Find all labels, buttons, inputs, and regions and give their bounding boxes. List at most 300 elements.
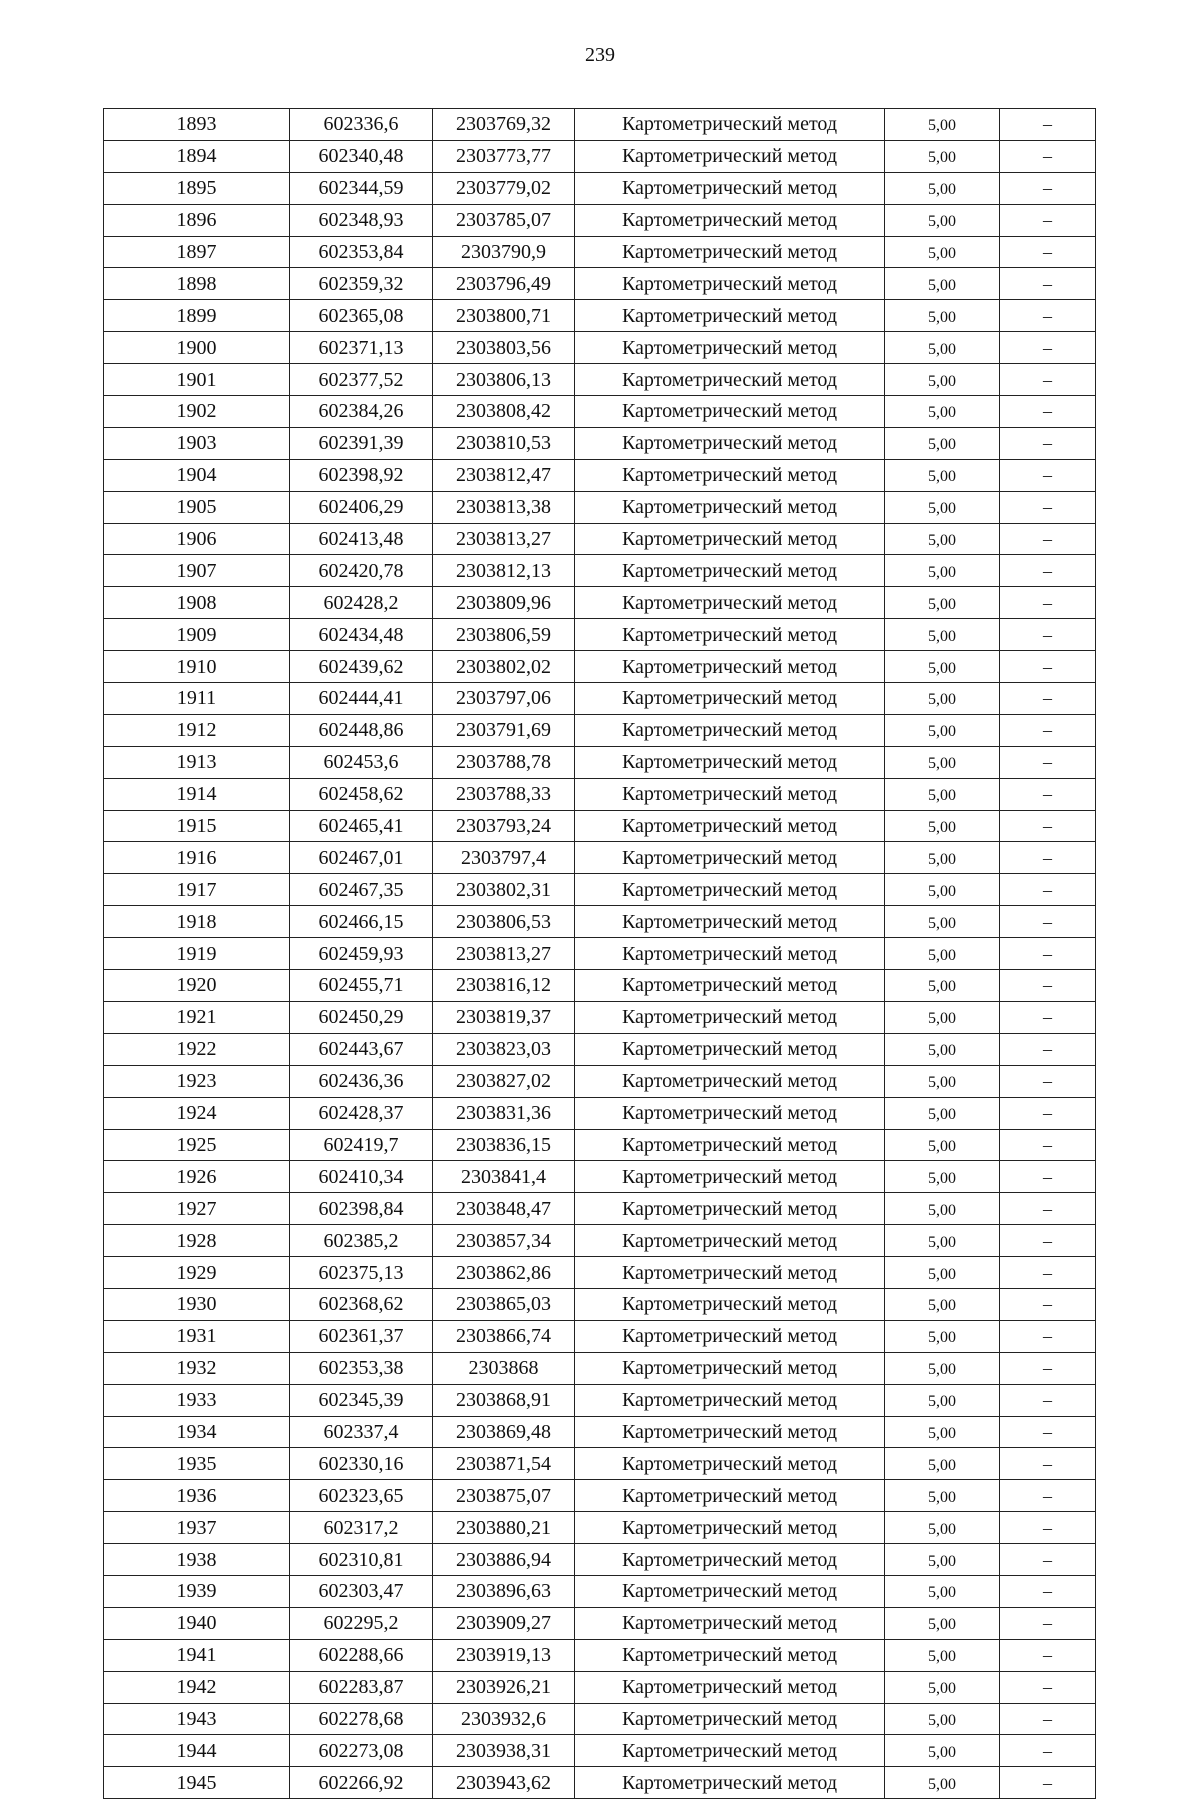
method-cell: Картометрический метод	[575, 1671, 885, 1703]
accuracy-cell: 5,00	[885, 1257, 1000, 1289]
description-cell: –	[1000, 459, 1096, 491]
description-cell: –	[1000, 619, 1096, 651]
description-cell: –	[1000, 364, 1096, 396]
y-coordinate-cell: 2303793,24	[433, 810, 575, 842]
accuracy-cell: 5,00	[885, 140, 1000, 172]
description-cell: –	[1000, 427, 1096, 459]
x-coordinate-cell: 602467,01	[290, 842, 433, 874]
point-number-cell: 1940	[104, 1607, 290, 1639]
method-cell: Картометрический метод	[575, 364, 885, 396]
accuracy-cell: 5,00	[885, 1288, 1000, 1320]
y-coordinate-cell: 2303816,12	[433, 970, 575, 1002]
description-cell: –	[1000, 1033, 1096, 1065]
accuracy-cell: 5,00	[885, 491, 1000, 523]
description-cell: –	[1000, 842, 1096, 874]
page-number: 239	[585, 44, 615, 66]
method-cell: Картометрический метод	[575, 906, 885, 938]
table-row	[104, 778, 1096, 810]
description-cell: –	[1000, 1544, 1096, 1576]
description-cell: –	[1000, 1129, 1096, 1161]
table-row	[104, 300, 1096, 332]
table-row	[104, 714, 1096, 746]
accuracy-cell: 5,00	[885, 1480, 1000, 1512]
point-number-cell: 1931	[104, 1320, 290, 1352]
accuracy-cell: 5,00	[885, 109, 1000, 141]
x-coordinate-cell: 602448,86	[290, 714, 433, 746]
x-coordinate-cell: 602453,6	[290, 746, 433, 778]
accuracy-cell: 5,00	[885, 236, 1000, 268]
method-cell: Картометрический метод	[575, 1065, 885, 1097]
table-row	[104, 1767, 1096, 1799]
table-row	[104, 1639, 1096, 1671]
accuracy-cell: 5,00	[885, 810, 1000, 842]
y-coordinate-cell: 2303790,9	[433, 236, 575, 268]
x-coordinate-cell: 602459,93	[290, 938, 433, 970]
accuracy-cell: 5,00	[885, 1320, 1000, 1352]
x-coordinate-cell: 602398,92	[290, 459, 433, 491]
table-row	[104, 1129, 1096, 1161]
method-cell: Картометрический метод	[575, 396, 885, 428]
point-number-cell: 1926	[104, 1161, 290, 1193]
x-coordinate-cell: 602353,38	[290, 1352, 433, 1384]
accuracy-cell: 5,00	[885, 714, 1000, 746]
method-cell: Картометрический метод	[575, 874, 885, 906]
y-coordinate-cell: 2303788,33	[433, 778, 575, 810]
point-number-cell: 1900	[104, 332, 290, 364]
point-number-cell: 1921	[104, 1001, 290, 1033]
accuracy-cell: 5,00	[885, 1193, 1000, 1225]
y-coordinate-cell: 2303848,47	[433, 1193, 575, 1225]
description-cell: –	[1000, 938, 1096, 970]
point-number-cell: 1903	[104, 427, 290, 459]
x-coordinate-cell: 602377,52	[290, 364, 433, 396]
description-cell: –	[1000, 587, 1096, 619]
method-cell: Картометрический метод	[575, 1480, 885, 1512]
point-number-cell: 1904	[104, 459, 290, 491]
method-cell: Картометрический метод	[575, 1544, 885, 1576]
method-cell: Картометрический метод	[575, 523, 885, 555]
y-coordinate-cell: 2303909,27	[433, 1607, 575, 1639]
accuracy-cell: 5,00	[885, 1161, 1000, 1193]
description-cell: –	[1000, 236, 1096, 268]
x-coordinate-cell: 602278,68	[290, 1703, 433, 1735]
y-coordinate-cell: 2303803,56	[433, 332, 575, 364]
accuracy-cell: 5,00	[885, 1129, 1000, 1161]
description-cell: –	[1000, 1671, 1096, 1703]
x-coordinate-cell: 602439,62	[290, 651, 433, 683]
accuracy-cell: 5,00	[885, 1575, 1000, 1607]
method-cell: Картометрический метод	[575, 1384, 885, 1416]
table-row	[104, 1416, 1096, 1448]
accuracy-cell: 5,00	[885, 459, 1000, 491]
description-cell: –	[1000, 1001, 1096, 1033]
point-number-cell: 1899	[104, 300, 290, 332]
point-number-cell: 1901	[104, 364, 290, 396]
description-cell: –	[1000, 555, 1096, 587]
x-coordinate-cell: 602410,34	[290, 1161, 433, 1193]
y-coordinate-cell: 2303926,21	[433, 1671, 575, 1703]
y-coordinate-cell: 2303810,53	[433, 427, 575, 459]
point-number-cell: 1927	[104, 1193, 290, 1225]
accuracy-cell: 5,00	[885, 1671, 1000, 1703]
table-row	[104, 1320, 1096, 1352]
method-cell: Картометрический метод	[575, 1320, 885, 1352]
table-row	[104, 236, 1096, 268]
table-row	[104, 1288, 1096, 1320]
x-coordinate-cell: 602330,16	[290, 1448, 433, 1480]
point-number-cell: 1933	[104, 1384, 290, 1416]
x-coordinate-cell: 602266,92	[290, 1767, 433, 1799]
y-coordinate-cell: 2303886,94	[433, 1544, 575, 1576]
description-cell: –	[1000, 1352, 1096, 1384]
description-cell: –	[1000, 268, 1096, 300]
description-cell: –	[1000, 172, 1096, 204]
point-number-cell: 1895	[104, 172, 290, 204]
method-cell: Картометрический метод	[575, 1448, 885, 1480]
accuracy-cell: 5,00	[885, 587, 1000, 619]
description-cell: –	[1000, 906, 1096, 938]
y-coordinate-cell: 2303871,54	[433, 1448, 575, 1480]
x-coordinate-cell: 602295,2	[290, 1607, 433, 1639]
table-row	[104, 523, 1096, 555]
description-cell: –	[1000, 778, 1096, 810]
x-coordinate-cell: 602467,35	[290, 874, 433, 906]
x-coordinate-cell: 602444,41	[290, 683, 433, 715]
description-cell: –	[1000, 1257, 1096, 1289]
x-coordinate-cell: 602371,13	[290, 332, 433, 364]
method-cell: Картометрический метод	[575, 300, 885, 332]
accuracy-cell: 5,00	[885, 332, 1000, 364]
method-cell: Картометрический метод	[575, 778, 885, 810]
coordinates-table	[103, 108, 1096, 1799]
table-row	[104, 1480, 1096, 1512]
table-row	[104, 1384, 1096, 1416]
point-number-cell: 1893	[104, 109, 290, 141]
method-cell: Картометрический метод	[575, 1767, 885, 1799]
y-coordinate-cell: 2303841,4	[433, 1161, 575, 1193]
point-number-cell: 1894	[104, 140, 290, 172]
point-number-cell: 1936	[104, 1480, 290, 1512]
table-row	[104, 874, 1096, 906]
point-number-cell: 1910	[104, 651, 290, 683]
table-row	[104, 1544, 1096, 1576]
description-cell: –	[1000, 1320, 1096, 1352]
table-row	[104, 109, 1096, 141]
y-coordinate-cell: 2303813,38	[433, 491, 575, 523]
method-cell: Картометрический метод	[575, 683, 885, 715]
y-coordinate-cell: 2303797,4	[433, 842, 575, 874]
method-cell: Картометрический метод	[575, 842, 885, 874]
point-number-cell: 1943	[104, 1703, 290, 1735]
table-row	[104, 1161, 1096, 1193]
y-coordinate-cell: 2303943,62	[433, 1767, 575, 1799]
point-number-cell: 1930	[104, 1288, 290, 1320]
table-row	[104, 1735, 1096, 1767]
y-coordinate-cell: 2303797,06	[433, 683, 575, 715]
description-cell: –	[1000, 1639, 1096, 1671]
table-row	[104, 651, 1096, 683]
description-cell: –	[1000, 204, 1096, 236]
accuracy-cell: 5,00	[885, 300, 1000, 332]
y-coordinate-cell: 2303866,74	[433, 1320, 575, 1352]
y-coordinate-cell: 2303868,91	[433, 1384, 575, 1416]
y-coordinate-cell: 2303875,07	[433, 1480, 575, 1512]
point-number-cell: 1935	[104, 1448, 290, 1480]
accuracy-cell: 5,00	[885, 683, 1000, 715]
y-coordinate-cell: 2303827,02	[433, 1065, 575, 1097]
description-cell: –	[1000, 332, 1096, 364]
table-row	[104, 938, 1096, 970]
table-row	[104, 1607, 1096, 1639]
point-number-cell: 1932	[104, 1352, 290, 1384]
y-coordinate-cell: 2303813,27	[433, 523, 575, 555]
accuracy-cell: 5,00	[885, 1065, 1000, 1097]
point-number-cell: 1908	[104, 587, 290, 619]
point-number-cell: 1922	[104, 1033, 290, 1065]
method-cell: Картометрический метод	[575, 332, 885, 364]
x-coordinate-cell: 602353,84	[290, 236, 433, 268]
description-cell: –	[1000, 491, 1096, 523]
accuracy-cell: 5,00	[885, 1767, 1000, 1799]
accuracy-cell: 5,00	[885, 555, 1000, 587]
y-coordinate-cell: 2303865,03	[433, 1288, 575, 1320]
y-coordinate-cell: 2303791,69	[433, 714, 575, 746]
accuracy-cell: 5,00	[885, 874, 1000, 906]
method-cell: Картометрический метод	[575, 109, 885, 141]
table-row	[104, 364, 1096, 396]
table-row	[104, 1001, 1096, 1033]
table-row	[104, 1512, 1096, 1544]
x-coordinate-cell: 602450,29	[290, 1001, 433, 1033]
x-coordinate-cell: 602436,36	[290, 1065, 433, 1097]
description-cell: –	[1000, 1065, 1096, 1097]
y-coordinate-cell: 2303788,78	[433, 746, 575, 778]
point-number-cell: 1907	[104, 555, 290, 587]
accuracy-cell: 5,00	[885, 172, 1000, 204]
x-coordinate-cell: 602317,2	[290, 1512, 433, 1544]
y-coordinate-cell: 2303819,37	[433, 1001, 575, 1033]
method-cell: Картометрический метод	[575, 172, 885, 204]
y-coordinate-cell: 2303785,07	[433, 204, 575, 236]
method-cell: Картометрический метод	[575, 427, 885, 459]
table-row	[104, 1225, 1096, 1257]
x-coordinate-cell: 602336,6	[290, 109, 433, 141]
point-number-cell: 1912	[104, 714, 290, 746]
x-coordinate-cell: 602465,41	[290, 810, 433, 842]
point-number-cell: 1898	[104, 268, 290, 300]
y-coordinate-cell: 2303869,48	[433, 1416, 575, 1448]
table-row	[104, 491, 1096, 523]
accuracy-cell: 5,00	[885, 1001, 1000, 1033]
description-cell: –	[1000, 714, 1096, 746]
description-cell: –	[1000, 1097, 1096, 1129]
method-cell: Картометрический метод	[575, 268, 885, 300]
point-number-cell: 1911	[104, 683, 290, 715]
table-row	[104, 204, 1096, 236]
x-coordinate-cell: 602428,2	[290, 587, 433, 619]
description-cell: –	[1000, 109, 1096, 141]
method-cell: Картометрический метод	[575, 1512, 885, 1544]
point-number-cell: 1938	[104, 1544, 290, 1576]
description-cell: –	[1000, 1735, 1096, 1767]
table-row	[104, 1352, 1096, 1384]
method-cell: Картометрический метод	[575, 1288, 885, 1320]
point-number-cell: 1916	[104, 842, 290, 874]
accuracy-cell: 5,00	[885, 364, 1000, 396]
method-cell: Картометрический метод	[575, 810, 885, 842]
description-cell: –	[1000, 523, 1096, 555]
table-row	[104, 1193, 1096, 1225]
table-row	[104, 842, 1096, 874]
method-cell: Картометрический метод	[575, 1575, 885, 1607]
y-coordinate-cell: 2303806,59	[433, 619, 575, 651]
point-number-cell: 1941	[104, 1639, 290, 1671]
description-cell: –	[1000, 651, 1096, 683]
accuracy-cell: 5,00	[885, 1735, 1000, 1767]
point-number-cell: 1944	[104, 1735, 290, 1767]
accuracy-cell: 5,00	[885, 651, 1000, 683]
y-coordinate-cell: 2303779,02	[433, 172, 575, 204]
accuracy-cell: 5,00	[885, 778, 1000, 810]
point-number-cell: 1923	[104, 1065, 290, 1097]
point-number-cell: 1924	[104, 1097, 290, 1129]
point-number-cell: 1945	[104, 1767, 290, 1799]
point-number-cell: 1897	[104, 236, 290, 268]
x-coordinate-cell: 602384,26	[290, 396, 433, 428]
point-number-cell: 1918	[104, 906, 290, 938]
x-coordinate-cell: 602419,7	[290, 1129, 433, 1161]
method-cell: Картометрический метод	[575, 1257, 885, 1289]
method-cell: Картометрический метод	[575, 970, 885, 1002]
method-cell: Картометрический метод	[575, 651, 885, 683]
point-number-cell: 1906	[104, 523, 290, 555]
table-row	[104, 396, 1096, 428]
point-number-cell: 1917	[104, 874, 290, 906]
x-coordinate-cell: 602458,62	[290, 778, 433, 810]
x-coordinate-cell: 602310,81	[290, 1544, 433, 1576]
accuracy-cell: 5,00	[885, 970, 1000, 1002]
x-coordinate-cell: 602323,65	[290, 1480, 433, 1512]
accuracy-cell: 5,00	[885, 619, 1000, 651]
method-cell: Картометрический метод	[575, 1735, 885, 1767]
accuracy-cell: 5,00	[885, 938, 1000, 970]
point-number-cell: 1896	[104, 204, 290, 236]
x-coordinate-cell: 602345,39	[290, 1384, 433, 1416]
y-coordinate-cell: 2303796,49	[433, 268, 575, 300]
table-row	[104, 555, 1096, 587]
table-row	[104, 140, 1096, 172]
accuracy-cell: 5,00	[885, 268, 1000, 300]
description-cell: –	[1000, 683, 1096, 715]
y-coordinate-cell: 2303896,63	[433, 1575, 575, 1607]
accuracy-cell: 5,00	[885, 1639, 1000, 1671]
point-number-cell: 1914	[104, 778, 290, 810]
x-coordinate-cell: 602406,29	[290, 491, 433, 523]
accuracy-cell: 5,00	[885, 1607, 1000, 1639]
description-cell: –	[1000, 810, 1096, 842]
table-row	[104, 459, 1096, 491]
y-coordinate-cell: 2303857,34	[433, 1225, 575, 1257]
y-coordinate-cell: 2303809,96	[433, 587, 575, 619]
accuracy-cell: 5,00	[885, 746, 1000, 778]
y-coordinate-cell: 2303812,47	[433, 459, 575, 491]
accuracy-cell: 5,00	[885, 1097, 1000, 1129]
x-coordinate-cell: 602455,71	[290, 970, 433, 1002]
method-cell: Картометрический метод	[575, 140, 885, 172]
description-cell: –	[1000, 1288, 1096, 1320]
method-cell: Картометрический метод	[575, 1703, 885, 1735]
method-cell: Картометрический метод	[575, 1416, 885, 1448]
table-row	[104, 906, 1096, 938]
method-cell: Картометрический метод	[575, 1161, 885, 1193]
y-coordinate-cell: 2303836,15	[433, 1129, 575, 1161]
description-cell: –	[1000, 1480, 1096, 1512]
method-cell: Картометрический метод	[575, 619, 885, 651]
method-cell: Картометрический метод	[575, 1001, 885, 1033]
y-coordinate-cell: 2303813,27	[433, 938, 575, 970]
y-coordinate-cell: 2303812,13	[433, 555, 575, 587]
method-cell: Картометрический метод	[575, 491, 885, 523]
description-cell: –	[1000, 1384, 1096, 1416]
method-cell: Картометрический метод	[575, 204, 885, 236]
method-cell: Картометрический метод	[575, 938, 885, 970]
x-coordinate-cell: 602273,08	[290, 1735, 433, 1767]
table-row	[104, 1065, 1096, 1097]
accuracy-cell: 5,00	[885, 396, 1000, 428]
x-coordinate-cell: 602375,13	[290, 1257, 433, 1289]
point-number-cell: 1937	[104, 1512, 290, 1544]
y-coordinate-cell: 2303806,53	[433, 906, 575, 938]
description-cell: –	[1000, 874, 1096, 906]
x-coordinate-cell: 602348,93	[290, 204, 433, 236]
description-cell: –	[1000, 1607, 1096, 1639]
y-coordinate-cell: 2303831,36	[433, 1097, 575, 1129]
y-coordinate-cell: 2303823,03	[433, 1033, 575, 1065]
method-cell: Картометрический метод	[575, 746, 885, 778]
accuracy-cell: 5,00	[885, 523, 1000, 555]
x-coordinate-cell: 602283,87	[290, 1671, 433, 1703]
x-coordinate-cell: 602466,15	[290, 906, 433, 938]
y-coordinate-cell: 2303802,31	[433, 874, 575, 906]
accuracy-cell: 5,00	[885, 1703, 1000, 1735]
table-row	[104, 619, 1096, 651]
table-row	[104, 746, 1096, 778]
x-coordinate-cell: 602413,48	[290, 523, 433, 555]
description-cell: –	[1000, 970, 1096, 1002]
y-coordinate-cell: 2303769,32	[433, 109, 575, 141]
table-row	[104, 970, 1096, 1002]
accuracy-cell: 5,00	[885, 1033, 1000, 1065]
x-coordinate-cell: 602398,84	[290, 1193, 433, 1225]
table-row	[104, 1033, 1096, 1065]
method-cell: Картометрический метод	[575, 714, 885, 746]
description-cell: –	[1000, 1225, 1096, 1257]
x-coordinate-cell: 602337,4	[290, 1416, 433, 1448]
method-cell: Картометрический метод	[575, 1607, 885, 1639]
method-cell: Картометрический метод	[575, 1033, 885, 1065]
description-cell: –	[1000, 1161, 1096, 1193]
x-coordinate-cell: 602340,48	[290, 140, 433, 172]
table-row	[104, 1257, 1096, 1289]
method-cell: Картометрический метод	[575, 459, 885, 491]
x-coordinate-cell: 602288,66	[290, 1639, 433, 1671]
y-coordinate-cell: 2303919,13	[433, 1639, 575, 1671]
table-row	[104, 1671, 1096, 1703]
description-cell: –	[1000, 1512, 1096, 1544]
y-coordinate-cell: 2303938,31	[433, 1735, 575, 1767]
y-coordinate-cell: 2303932,6	[433, 1703, 575, 1735]
x-coordinate-cell: 602344,59	[290, 172, 433, 204]
